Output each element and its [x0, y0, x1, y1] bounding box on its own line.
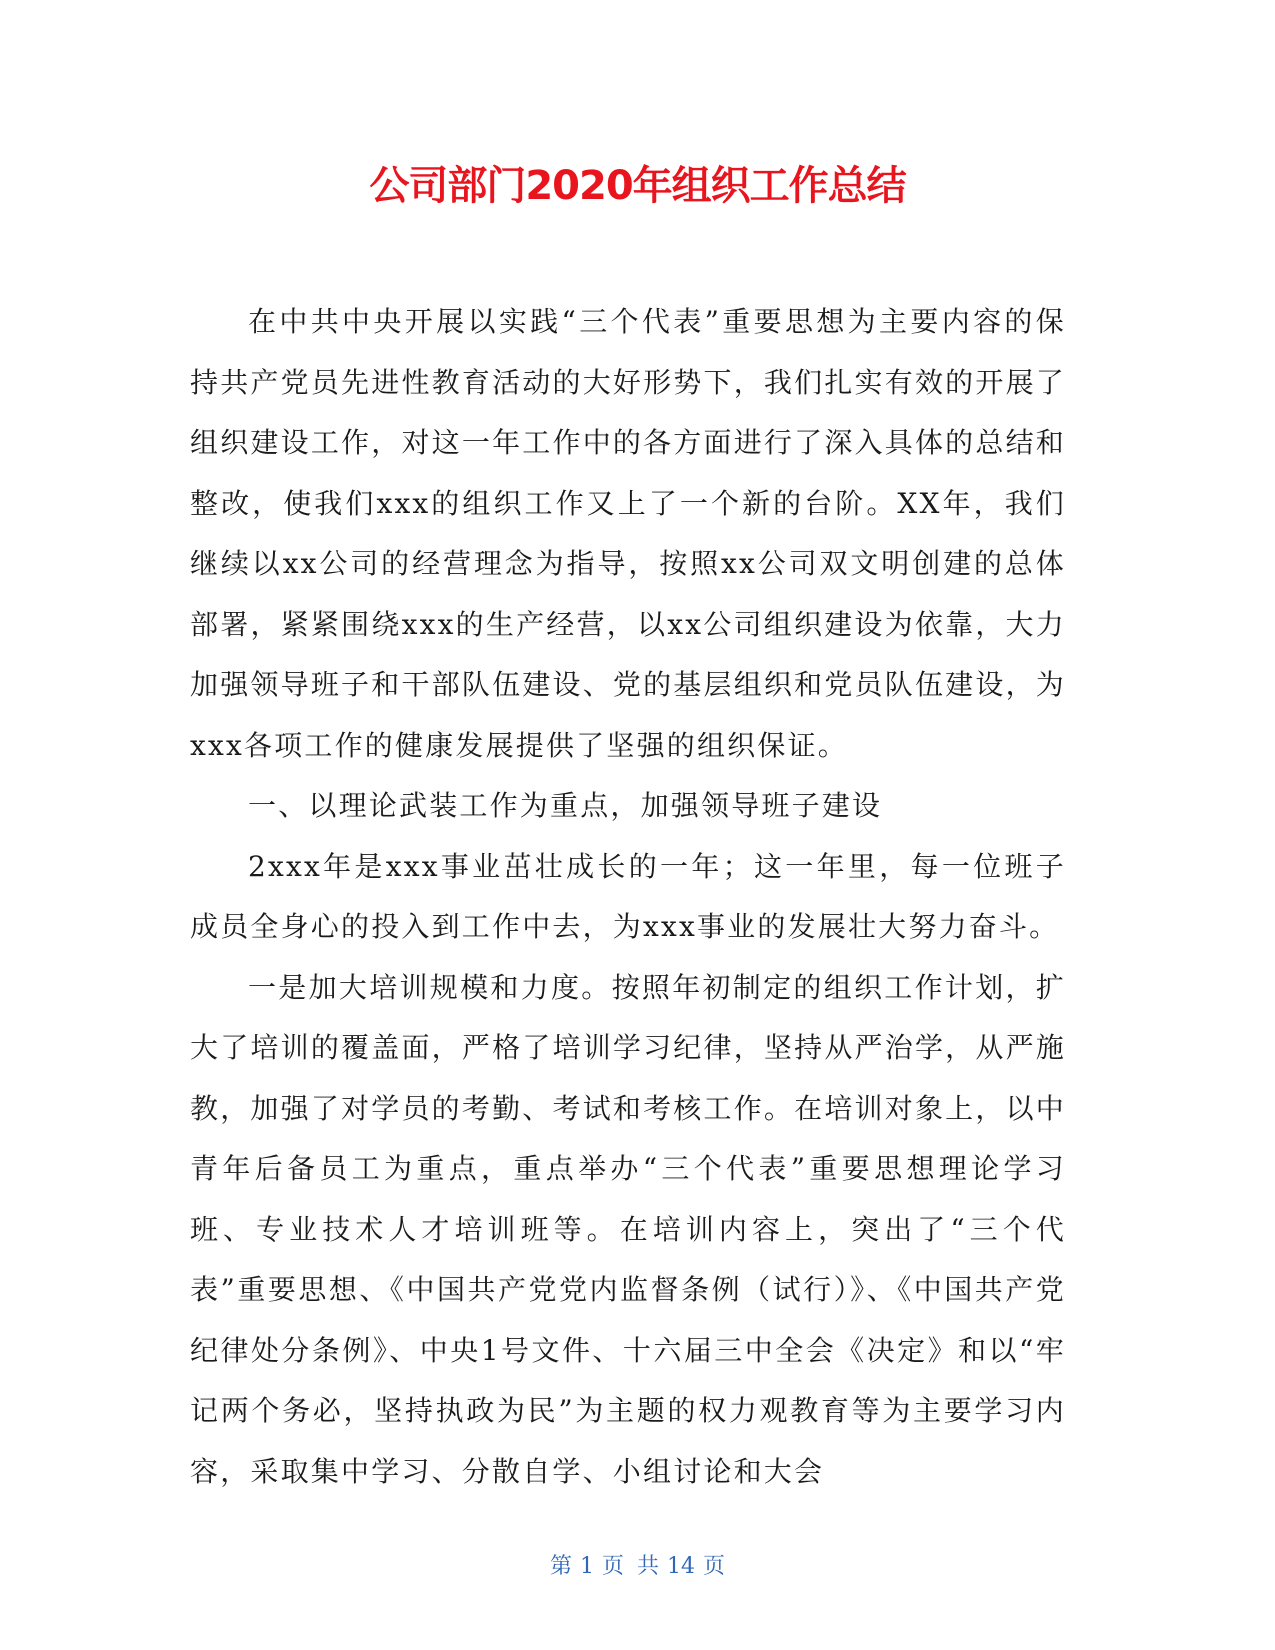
paragraph-section-1-intro: 2xxx年是xxx事业茁壮成长的一年；这一年里，每一位班子成员全身心的投入到工作中去，为xxx事业的发展壮大努力奋斗。	[190, 849, 1066, 943]
document-title: 公司部门2020年组织工作总结	[369, 163, 906, 209]
footer-page-number: 1	[580, 1554, 594, 1579]
section-heading-1: 一、以理论武装工作为重点，加强领导班子建设	[248, 789, 883, 822]
document-body	[190, 292, 1066, 1502]
footer-total-pages: 14	[667, 1554, 695, 1579]
paragraph-intro: 在中共中央开展以实践“三个代表”重要思想为主要内容的保持共产党员先进性教育活动的大好形势下，我们扎实有效的开展了组织建设工作，对这一年工作中的各方面进行了深入具体的总结和整改，使我们xxx的组织工作又上了一个新的台阶。XX年，我们继续以xx公司的经营理念为指导，按照xx公司双文明创建的总体部署，紧紧围绕xxx的生产经营，以xx公司组织建设为依靠，大力加强领导班子和干部队伍建设、党的基层组织和党员队伍建设，为xxx各项工作的健康发展提供了坚强的组织保证。	[190, 305, 1066, 762]
footer-suffix: 页	[703, 1554, 726, 1579]
paragraph-training: 一是加大培训规模和力度。按照年初制定的组织工作计划，扩大了培训的覆盖面，严格了培训学习纪律，坚持从严治学，从严施教，加强了对学员的考勤、考试和考核工作。在培训对象上，以中青年后备员工为重点，重点举办“三个代表”重要思想理论学习班、专业技术人才培训班等。在培训内容上，突出了“三个代表”重要思想、《中国共产党党内监督条例（试行）》、《中国共产党纪律处分条例》、中央1号文件、十六届三中全会《决定》和以“牢记两个务必，坚持执政为民”为主题的权力观教育等为主要学习内容，采取集中学习、分散自学、小组讨论和大会	[190, 970, 1066, 1488]
footer-prefix: 第	[549, 1554, 572, 1579]
footer-middle: 页 共	[602, 1554, 659, 1579]
page-footer	[0, 1552, 1275, 1582]
